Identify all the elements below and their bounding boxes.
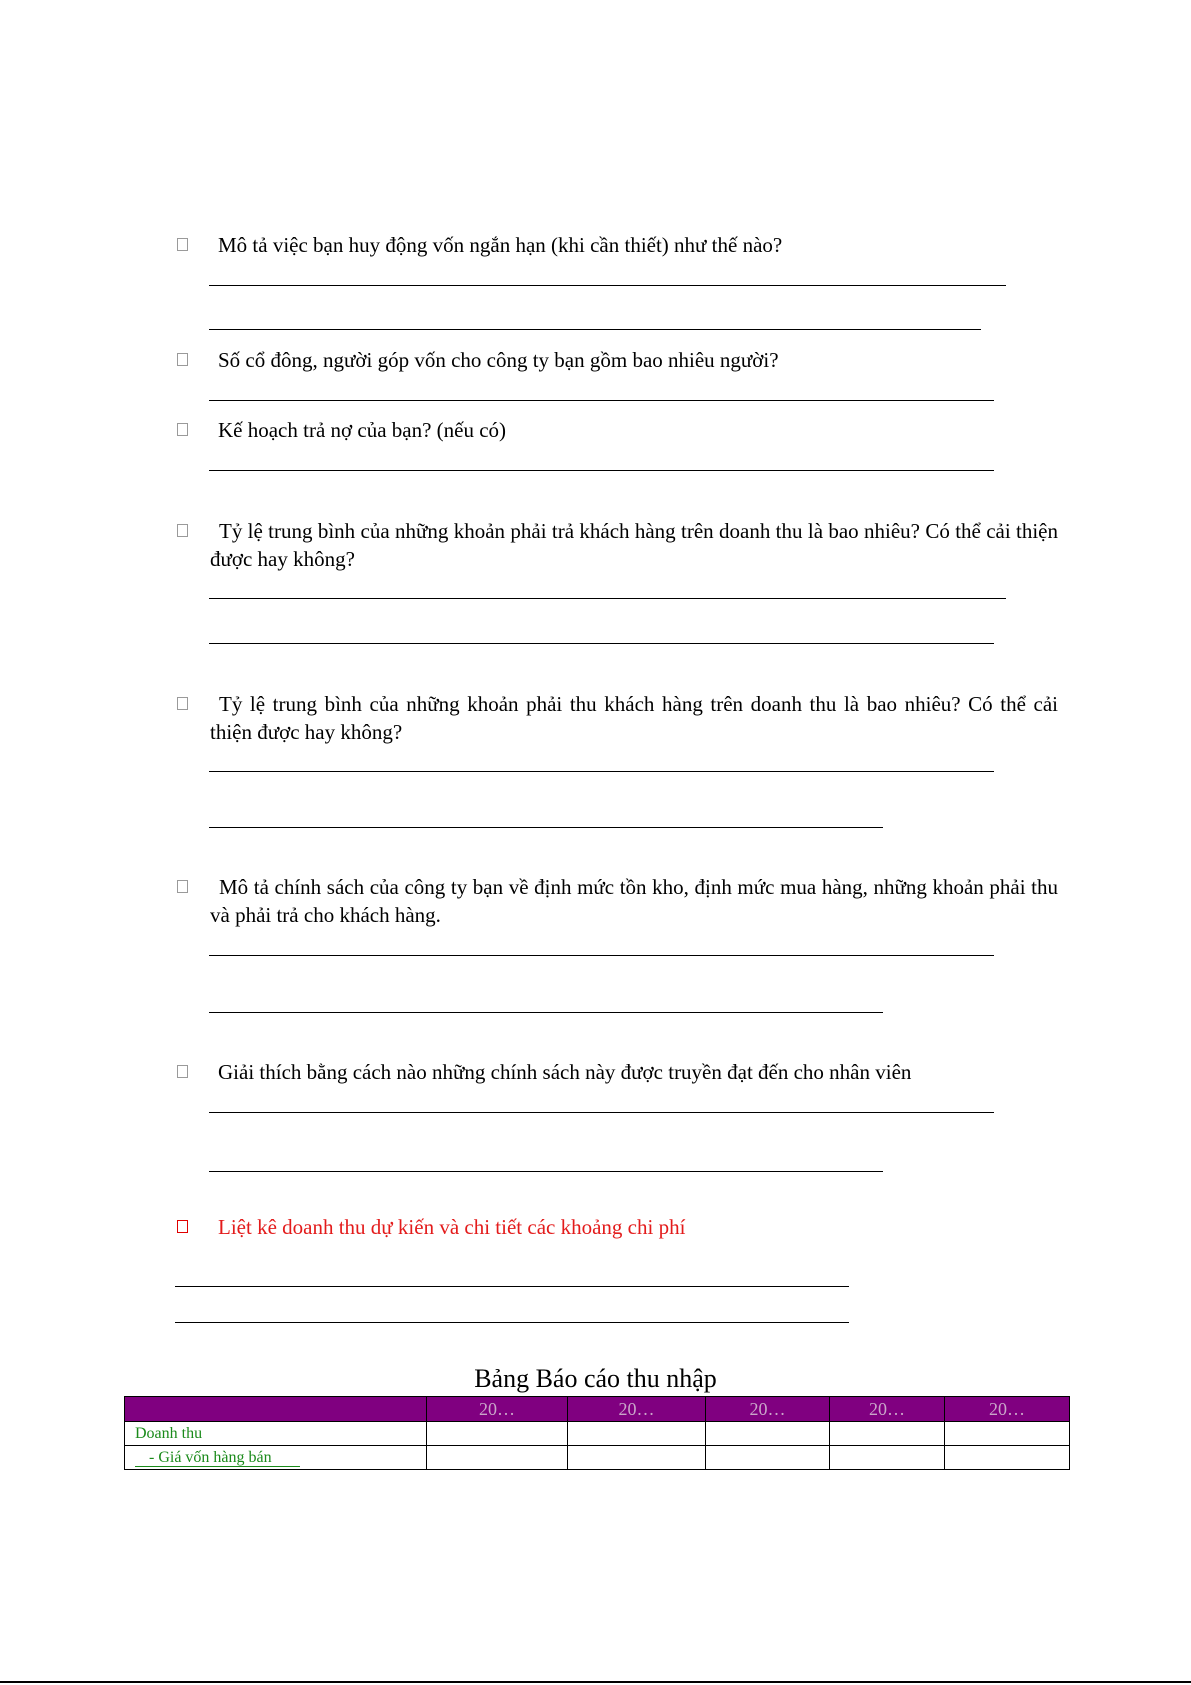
- checkbox-q6[interactable]: [177, 880, 188, 893]
- answer-line[interactable]: [209, 771, 994, 772]
- answer-line[interactable]: [209, 1171, 883, 1172]
- year-header: 20…: [706, 1397, 830, 1422]
- answer-line[interactable]: [209, 1112, 994, 1113]
- checkbox-q5[interactable]: [177, 697, 188, 710]
- table-row: [125, 1422, 1070, 1446]
- question-7: Giải thích bằng cách nào những chính sách này được truyền đạt đến cho nhân viên: [218, 1060, 912, 1084]
- year-header: 20…: [427, 1397, 568, 1422]
- question-2: Số cổ đông, người góp vốn cho công ty bạn gồm bao nhiêu người?: [218, 348, 779, 372]
- table-cell[interactable]: [568, 1446, 706, 1470]
- answer-line[interactable]: [209, 598, 1006, 599]
- table-header-row: [125, 1397, 1070, 1422]
- row-label-cogs: [125, 1446, 427, 1470]
- answer-line[interactable]: [209, 955, 994, 956]
- answer-line[interactable]: [209, 827, 883, 828]
- checkbox-q4[interactable]: [177, 524, 188, 537]
- answer-line[interactable]: [175, 1286, 849, 1287]
- table-cell[interactable]: [945, 1422, 1070, 1446]
- table-cell[interactable]: [427, 1446, 568, 1470]
- year-header: 20…: [830, 1397, 945, 1422]
- answer-line[interactable]: [209, 400, 994, 401]
- checkbox-q2[interactable]: [177, 353, 188, 366]
- table-cell[interactable]: [568, 1422, 706, 1446]
- year-header: 20…: [945, 1397, 1070, 1422]
- question-4: Tỷ lệ trung bình của những khoản phải trả khách hàng trên doanh thu là bao nhiêu? Có thể cải thiện được hay không?: [210, 519, 1058, 571]
- answer-line[interactable]: [209, 1012, 883, 1013]
- answer-line[interactable]: [209, 285, 1006, 286]
- table-row: [125, 1446, 1070, 1470]
- question-8: Liệt kê doanh thu dự kiến và chi tiết các khoảng chi phí: [218, 1215, 686, 1239]
- answer-line[interactable]: [209, 643, 994, 644]
- question-6: Mô tả chính sách của công ty bạn về định mức tồn kho, định mức mua hàng, những khoản phải thu và phải trả cho khách hàng.: [210, 875, 1058, 927]
- table-cell[interactable]: [830, 1446, 945, 1470]
- table-cell[interactable]: [706, 1446, 830, 1470]
- table-cell[interactable]: [945, 1446, 1070, 1470]
- year-header: 20…: [568, 1397, 706, 1422]
- header-blank: [125, 1397, 427, 1422]
- checkbox-q7[interactable]: [177, 1065, 188, 1078]
- question-5: Tỷ lệ trung bình của những khoản phải thu khách hàng trên doanh thu là bao nhiêu? Có thể cải thiện được hay không?: [210, 692, 1058, 744]
- checkbox-q3[interactable]: [177, 423, 188, 436]
- answer-line[interactable]: [209, 470, 994, 471]
- table-cell[interactable]: [706, 1422, 830, 1446]
- page-footer-rule: [0, 1681, 1191, 1683]
- answer-line[interactable]: [209, 329, 981, 330]
- question-1: Mô tả việc bạn huy động vốn ngắn hạn (khi cần thiết) như thế nào?: [218, 233, 783, 257]
- row-label-cogs-text: - Giá vốn hàng bán: [135, 1449, 300, 1467]
- table-cell[interactable]: [427, 1422, 568, 1446]
- checkbox-q8[interactable]: [177, 1220, 188, 1233]
- table-cell[interactable]: [830, 1422, 945, 1446]
- question-3: Kế hoạch trả nợ của bạn? (nếu có): [218, 418, 507, 442]
- row-label-revenue: Doanh thu: [125, 1422, 427, 1446]
- checkbox-q1[interactable]: [177, 238, 188, 251]
- income-table-title: Bảng Báo cáo thu nhập: [474, 1364, 717, 1393]
- answer-line[interactable]: [175, 1322, 849, 1323]
- income-table: [124, 1396, 1070, 1470]
